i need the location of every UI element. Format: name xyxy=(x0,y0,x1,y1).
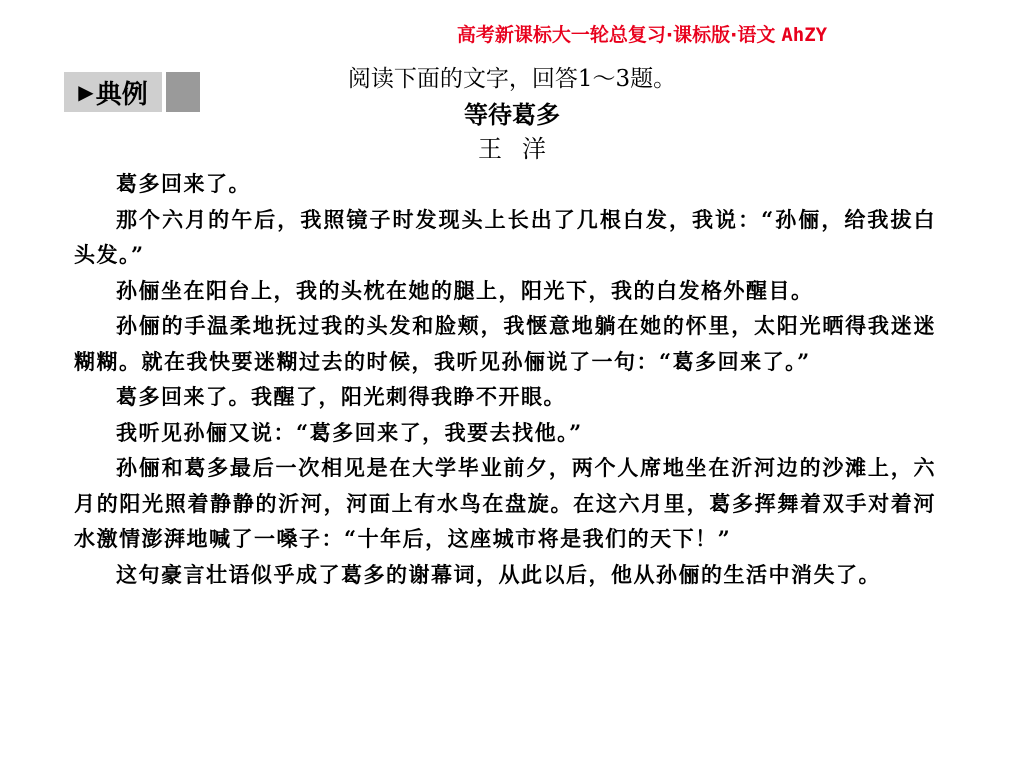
course-title: 高考新课标大一轮总复习·课标版·语文 xyxy=(456,24,776,46)
course-code: AhZY xyxy=(781,24,828,46)
paragraph-3: 孙俪坐在阳台上，我的头枕在她的腿上，阳光下，我的白发格外醒目。 xyxy=(116,277,814,303)
article-author: 王洋 xyxy=(478,135,566,163)
badge-label: 典例 xyxy=(95,79,148,110)
article-title: 等待葛多 xyxy=(464,101,560,129)
paragraph-7: 孙俪和葛多最后一次相见是在大学毕业前夕，两个人席地坐在沂河边的沙滩上，六月的阳光照着静静的沂河，河面上有水鸟在盘旋。在这六月里，葛多挥舞着双手对着河水激情澎湃地喊了一嗓子：“十年后，这座城市将是我们的天下！” xyxy=(74,455,936,551)
paragraph-5: 葛多回来了。我醒了，阳光刺得我睁不开眼。 xyxy=(116,384,566,409)
question-instruction: 阅读下面的文字，回答1～3题。 xyxy=(347,66,677,92)
header xyxy=(0,20,1024,47)
paragraph-6: 我听见孙俪又说：“葛多回来了，我要去找他。” xyxy=(116,419,583,445)
header-title xyxy=(457,20,827,47)
triangle-right-icon: ▶ xyxy=(78,80,94,104)
paragraph-4: 孙俪的手温柔地抚过我的头发和脸颊，我惬意地躺在她的怀里，太阳光晒得我迷迷糊糊。就在我快要迷糊过去的时候，我听见孙俪说了一句：“葛多回来了。” xyxy=(74,313,936,374)
example-badge xyxy=(64,72,200,112)
badge-side-block xyxy=(166,72,200,112)
paragraph-2: 那个六月的午后，我照镜子时发现头上长出了几根白发，我说：“孙俪，给我拔白头发。” xyxy=(74,206,936,267)
paragraph-8: 这句豪言壮语似乎成了葛多的谢幕词，从此以后，他从孙俪的生活中消失了。 xyxy=(116,561,881,587)
paragraph-1: 葛多回来了。 xyxy=(116,171,251,196)
badge-label-box xyxy=(64,72,162,112)
article-body xyxy=(74,166,936,592)
